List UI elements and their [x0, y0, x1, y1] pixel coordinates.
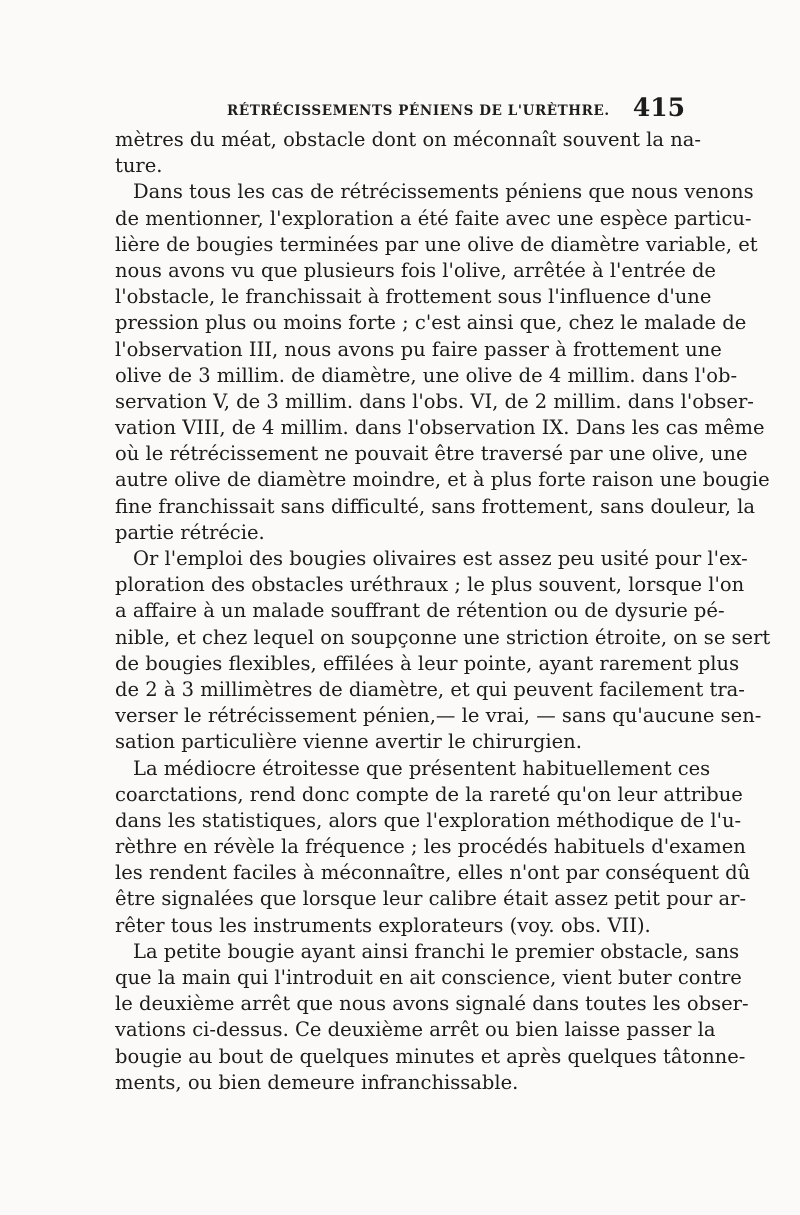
text-line: La petite bougie ayant ainsi franchi le premier obstacle, sans [133, 939, 740, 963]
body-text [115, 127, 771, 1096]
text-line: ploration des obstacles uréthraux ; le plus souvent, lorsque l'on [115, 573, 745, 597]
paragraph [115, 127, 701, 179]
text-line: les rendent faciles à méconnaître, elles n'ont par conséquent dû [115, 861, 751, 885]
text-line: de mentionner, l'exploration a été faite avec une espèce particu- [115, 206, 752, 230]
text-line: olive de 3 millim. de diamètre, une olive de 4 millim. dans l'ob- [115, 363, 738, 387]
text-line: Or l'emploi des bougies olivaires est assez peu usité pour l'ex- [133, 547, 748, 570]
text-line: lière de bougies terminées par une olive de diamètre variable, et [115, 232, 758, 256]
text-line: nible, et chez lequel on soupçonne une striction étroite, on se sert [115, 625, 771, 649]
text-line: de bougies flexibles, effilées à leur pointe, ayant rarement plus [115, 651, 740, 675]
text-line: verser le rétrécissement pénien,— le vrai, — sans qu'aucune sen- [115, 704, 762, 728]
text-line: être signalées que lorsque leur calibre était assez petit pour ar- [115, 887, 747, 911]
text-line: rèthre en révèle la fréquence ; les procédés habituels d'examen [115, 835, 746, 859]
paragraph [115, 546, 771, 756]
text-line: sation particulière vienne avertir le chirurgien. [115, 730, 582, 754]
text-line: pression plus ou moins forte ; c'est ainsi que, chez le malade de [115, 311, 747, 335]
text-line: Dans tous les cas de rétrécissements péniens que nous venons [133, 180, 754, 204]
paragraph [115, 756, 751, 939]
text-line: vation VIII, de 4 millim. dans l'observation IX. Dans les cas même [115, 416, 765, 440]
page-number: 415 [632, 93, 685, 122]
paragraph [115, 939, 749, 1096]
text-line: l'obstacle, le franchissait à frottement sous l'influence d'une [115, 285, 712, 309]
text-line: autre olive de diamètre moindre, et à plus forte raison une bougie [115, 468, 770, 492]
text-line: dans les statistiques, alors que l'exploration méthodique de l'u- [115, 808, 742, 832]
paragraph [115, 179, 770, 546]
text-line: le deuxième arrêt que nous avons signalé dans toutes les obser- [115, 992, 749, 1016]
running-title: RÉTRÉCISSEMENTS PÉNIENS DE L'URÈTHRE. [227, 103, 610, 119]
text-line: coarctations, rend donc compte de la rareté qu'on leur attribue [115, 782, 743, 806]
text-line: où le rétrécissement ne pouvait être traversé par une olive, une [115, 442, 748, 466]
text-line: bougie au bout de quelques minutes et après quelques tâtonne- [115, 1044, 746, 1068]
text-line: servation V, de 3 millim. dans l'obs. VI, de 2 millim. dans l'obser- [115, 389, 754, 413]
text-line: nous avons vu que plusieurs fois l'olive, arrêtée à l'entrée de [115, 258, 716, 282]
text-line: l'observation III, nous avons pu faire passer à frottement une [115, 337, 722, 361]
text-line: rêter tous les instruments explorateurs (voy. obs. VII). [115, 913, 651, 937]
text-line: fine franchissait sans difficulté, sans frottement, sans douleur, la [115, 494, 756, 518]
text-line: ture. [115, 154, 163, 178]
text-line: La médiocre étroitesse que présentent habituellement ces [133, 756, 711, 780]
running-head [115, 93, 685, 123]
text-line: ments, ou bien demeure infranchissable. [115, 1070, 519, 1094]
text-line: de 2 à 3 millimètres de diamètre, et qui peuvent facilement tra- [115, 677, 745, 701]
text-line: que la main qui l'introduit en ait conscience, vient buter contre [115, 966, 742, 989]
text-line: vations ci-dessus. Ce deuxième arrêt ou bien laisse passer la [115, 1018, 716, 1042]
text-line: a affaire à un malade souffrant de rétention ou de dysurie pé- [115, 599, 725, 623]
text-line: partie rétrécie. [115, 520, 265, 544]
text-line: mètres du méat, obstacle dont on méconnaît souvent la na- [115, 128, 701, 151]
